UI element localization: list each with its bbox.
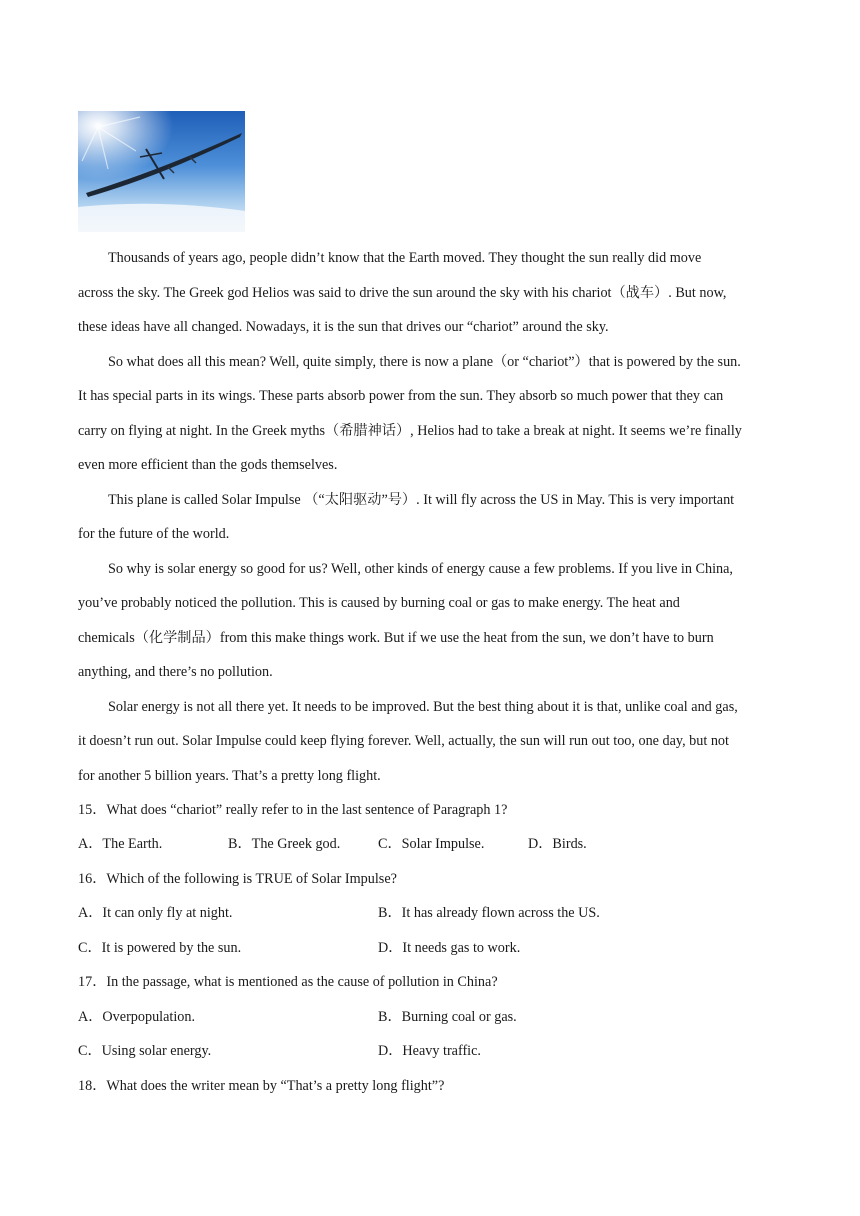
passage-p2-line3: carry on flying at night. In the Greek myths（希腊神话）, Helios had to take a break at night. It seems we’re finally (78, 423, 742, 439)
question-15-option-d: D．Birds. (528, 836, 587, 852)
question-16-option-d: D．It needs gas to work. (378, 940, 521, 956)
question-17-option-d: D．Heavy traffic. (378, 1043, 481, 1059)
passage-p5-line3: for another 5 billion years. That’s a pretty long flight. (78, 768, 381, 784)
question-15-option-a: A．The Earth. (78, 836, 163, 852)
passage-p4-line2: you’ve probably noticed the pollution. This is caused by burning coal or gas to make energy. The heat and (78, 595, 680, 611)
question-16-option-a: A．It can only fly at night. (78, 905, 233, 921)
passage-p4-line1: So why is solar energy so good for us? Well, other kinds of energy cause a few problems. If you live in China, (108, 561, 733, 577)
passage-p1-line1: Thousands of years ago, people didn’t know that the Earth moved. They thought the sun really did move (108, 250, 702, 266)
solar-plane-photo (78, 111, 245, 232)
question-16-option-c: C．It is powered by the sun. (78, 940, 242, 956)
question-15-option-b: B．The Greek god. (228, 836, 341, 852)
passage-p4-line3: chemicals（化学制品）from this make things work. But if we use the heat from the sun, we don’t have to burn (78, 630, 714, 646)
passage-p2-line2: It has special parts in its wings. These parts absorb power from the sun. They absorb so much power that they can (78, 388, 724, 404)
question-16-stem: 16．Which of the following is TRUE of Solar Impulse? (78, 871, 397, 887)
passage-p3-line2: for the future of the world. (78, 526, 230, 542)
passage-p1-line3: these ideas have all changed. Nowadays, it is the sun that drives our “chariot” around the sky. (78, 319, 609, 335)
solar-plane-illustration (78, 111, 245, 232)
question-17-option-c: C．Using solar energy. (78, 1043, 212, 1059)
passage-p2-line4: even more efficient than the gods themselves. (78, 457, 338, 473)
question-17-stem: 17．In the passage, what is mentioned as the cause of pollution in China? (78, 974, 498, 990)
passage-p2-line1: So what does all this mean? Well, quite simply, there is now a plane（or “chariot”）that is powered by the sun. (108, 354, 741, 370)
passage-p3-line1: This plane is called Solar Impulse （“太阳驱动”号）. It will fly across the US in May. This is very important (108, 492, 735, 508)
question-16-option-b: B．It has already flown across the US. (378, 905, 600, 921)
passage-p5-line1: Solar energy is not all there yet. It needs to be improved. But the best thing about it is that, unlike coal and gas, (108, 699, 738, 715)
question-17-option-a: A．Overpopulation. (78, 1009, 196, 1025)
question-15-stem: 15．What does “chariot” really refer to in the last sentence of Paragraph 1? (78, 802, 508, 818)
question-15-option-c: C．Solar Impulse. (378, 836, 485, 852)
question-18-stem: 18．What does the writer mean by “That’s a pretty long flight”? (78, 1078, 445, 1094)
passage-p5-line2: it doesn’t run out. Solar Impulse could keep flying forever. Well, actually, the sun will run out too, one day, but not (78, 733, 729, 749)
passage-p1-line2: across the sky. The Greek god Helios was said to drive the sun around the sky with his chariot（战车）. But now, (78, 285, 727, 301)
question-17-option-b: B．Burning coal or gas. (378, 1009, 517, 1025)
passage-p4-line4: anything, and there’s no pollution. (78, 664, 273, 680)
